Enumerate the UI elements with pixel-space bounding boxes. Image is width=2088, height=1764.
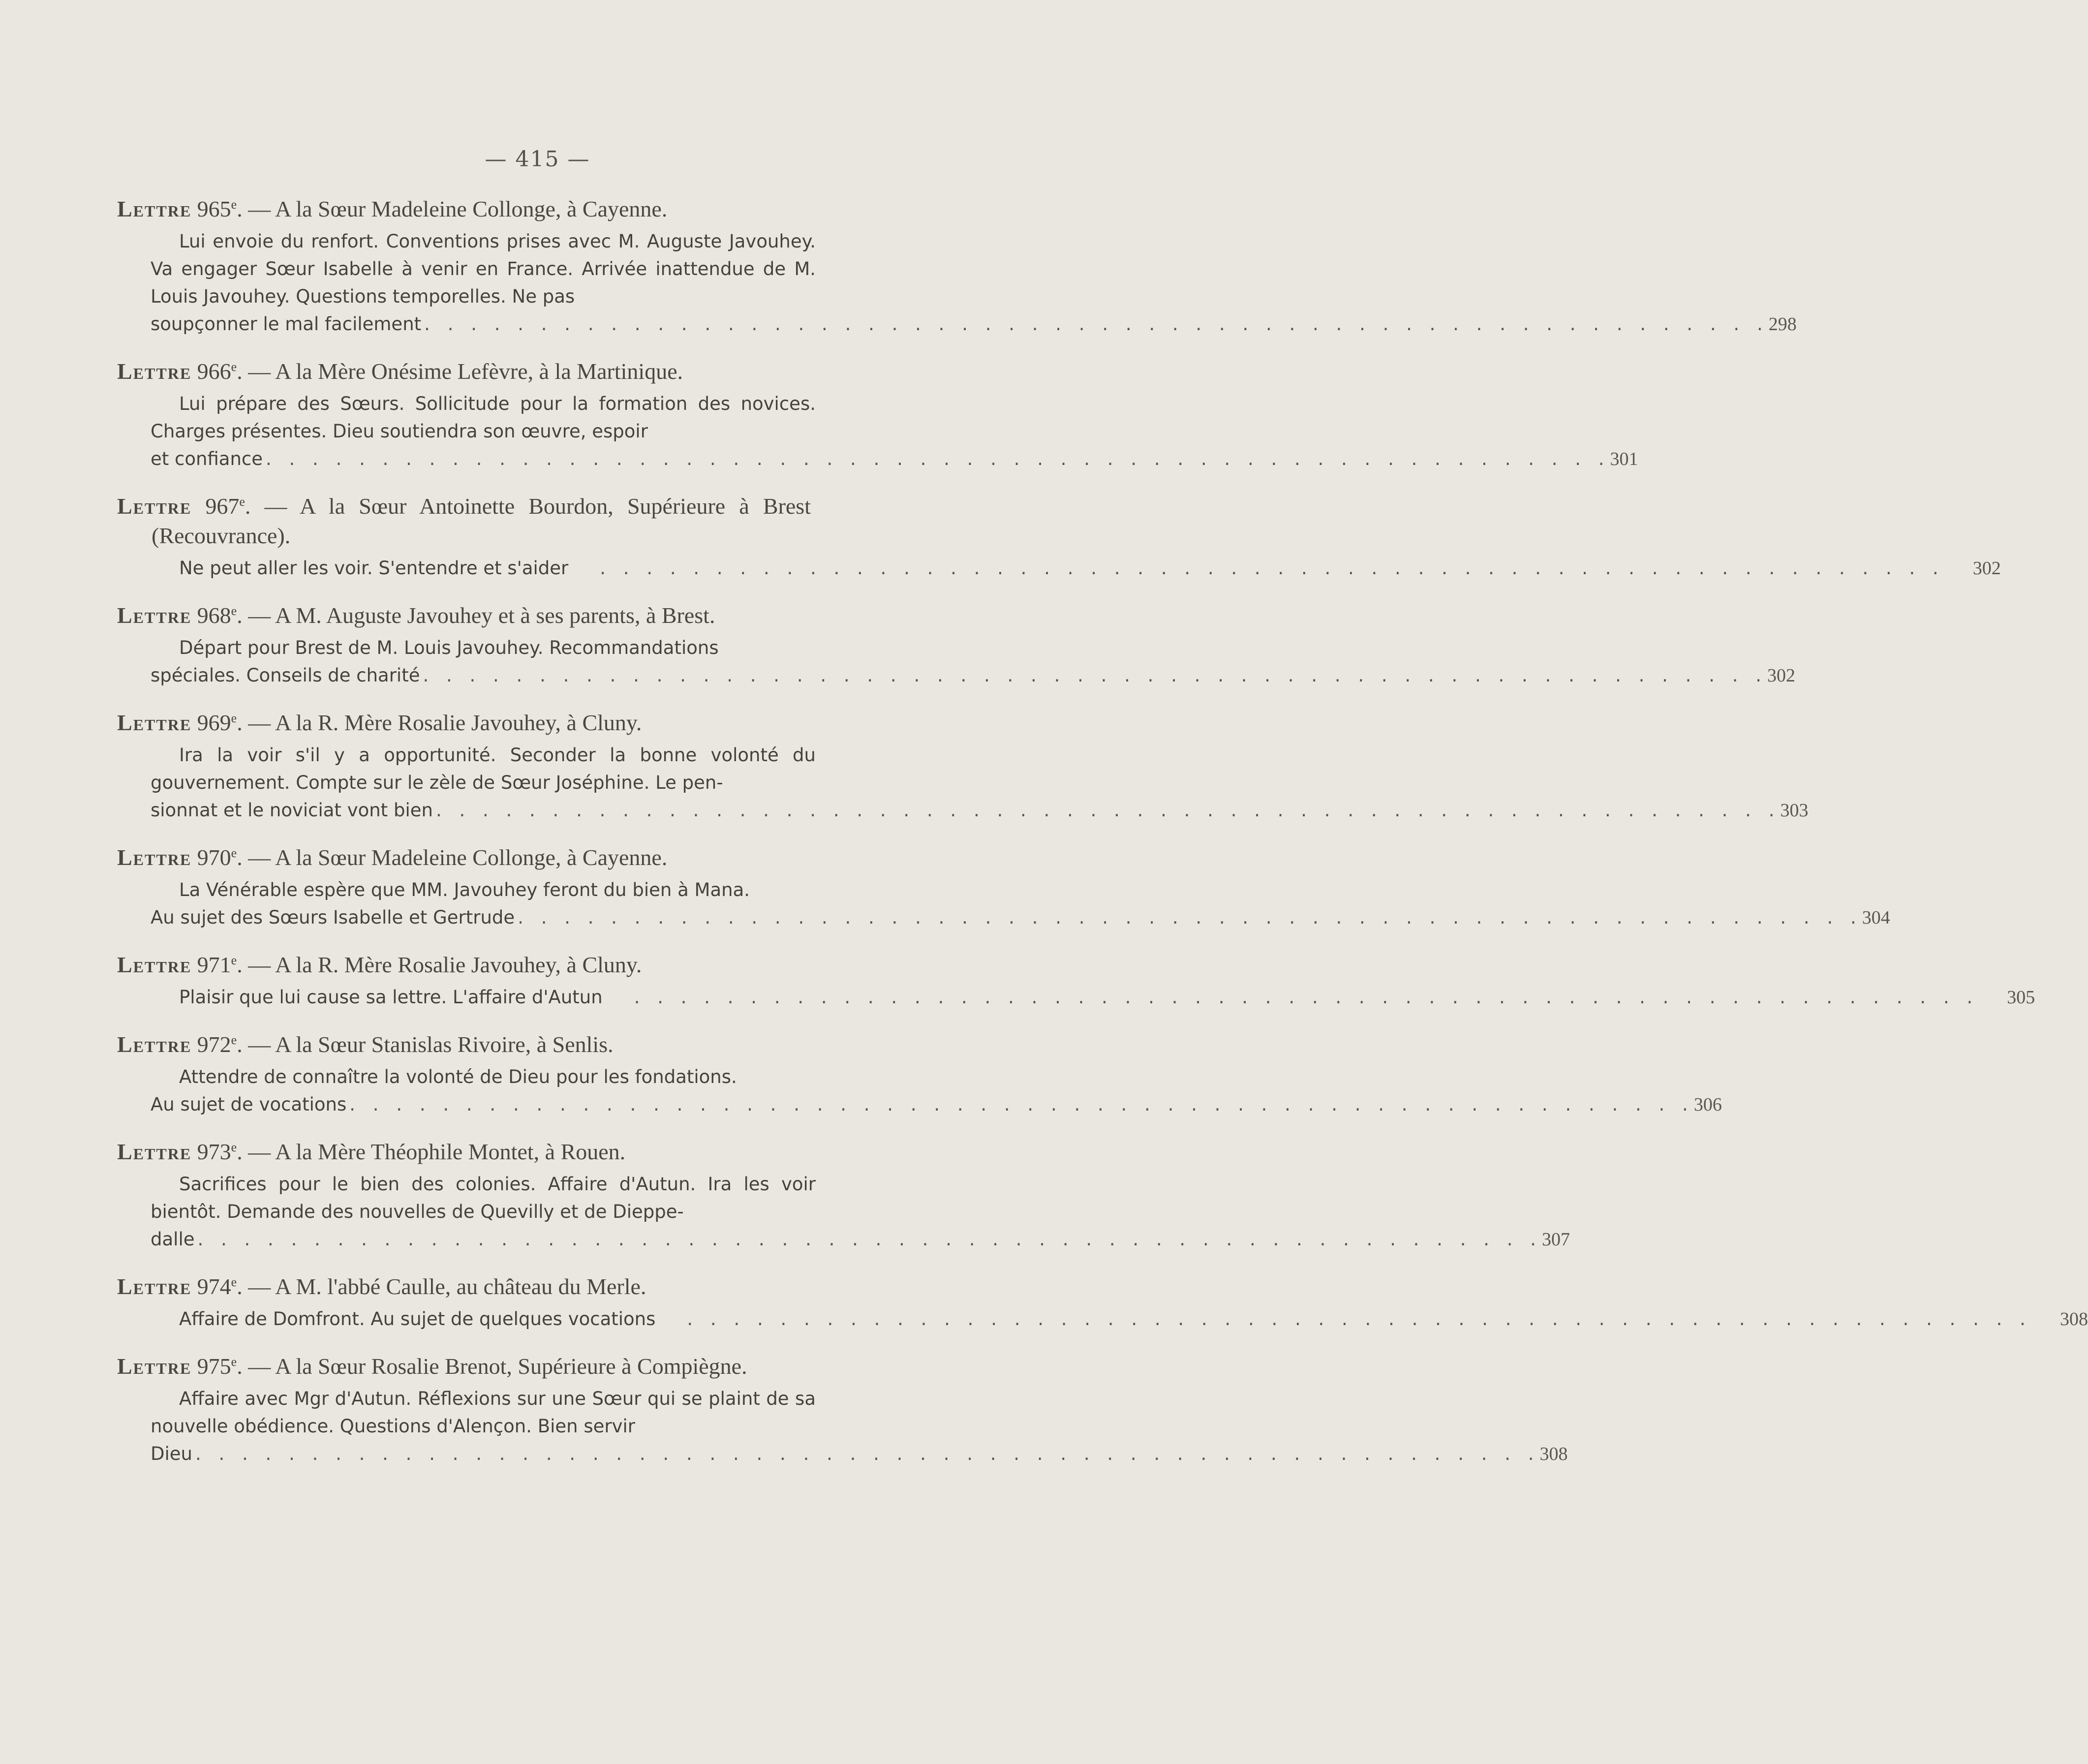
letter-heading bbox=[117, 194, 880, 224]
letter-number-suffix: e bbox=[231, 711, 237, 725]
letter-number-suffix: e bbox=[239, 495, 245, 509]
summary-leader-line bbox=[151, 1091, 1722, 1118]
letter-number: 973 bbox=[197, 1139, 231, 1164]
letter-recipient: . — A la Sœur Stanislas Rivoire, à Senlis. bbox=[237, 1032, 614, 1057]
summary-leader-line bbox=[151, 1226, 1570, 1253]
letter-number: 966 bbox=[197, 359, 231, 384]
summary-last-line: et confiance bbox=[151, 448, 263, 469]
letter-number: 965 bbox=[197, 196, 231, 221]
page-reference: 304 bbox=[1862, 907, 1890, 928]
letter-label: Lettre bbox=[117, 494, 192, 519]
letter-number-suffix: e bbox=[231, 1140, 237, 1154]
summary-last-line: sionnat et le noviciat vont bien bbox=[151, 800, 433, 821]
dot-leader: . . . . . . . . . . . . . . . . . . . . . . . . . . . . . . . . . . . . . . . . . . . . . . . . . . . . . . . . . . bbox=[600, 557, 1944, 579]
page-reference: 306 bbox=[1693, 1094, 1722, 1115]
letter-number: 967 bbox=[205, 494, 240, 519]
page-reference: 302 bbox=[1972, 558, 2001, 579]
letter-entry bbox=[117, 194, 1797, 338]
page-number: — 415 — bbox=[485, 147, 590, 172]
page-reference: 302 bbox=[1767, 665, 1796, 686]
letter-number-suffix: e bbox=[231, 1275, 237, 1289]
letter-label: Lettre bbox=[117, 1032, 192, 1057]
letter-number: 968 bbox=[197, 603, 231, 628]
letter-label: Lettre bbox=[117, 1274, 192, 1299]
page-reference: 303 bbox=[1780, 800, 1809, 821]
dot-leader: . . . . . . . . . . . . . . . . . . . . . . . . . . . . . . . . . . . . . . . . . . . . . . . . . . . . . . . . . . bbox=[687, 1308, 2031, 1330]
letter-number: 972 bbox=[197, 1032, 231, 1057]
summary-leader-line bbox=[151, 445, 1638, 473]
letter-entry bbox=[117, 1137, 1570, 1253]
letter-label: Lettre bbox=[117, 359, 192, 384]
dot-leader: . . . . . . . . . . . . . . . . . . . . . . . . . . . . . . . . . . . . . . . . . . . . . . . . . . . . . . . . . . bbox=[435, 800, 1781, 821]
page-reference: 305 bbox=[2007, 987, 2035, 1008]
dot-leader: . . . . . . . . . . . . . . . . . . . . . . . . . . . . . . . . . . . . . . . . . . . . . . . . . . . . . . . . . . bbox=[424, 313, 1769, 335]
letter-recipient: . — A la R. Mère Rosalie Javouhey, à Cluny. bbox=[237, 952, 642, 977]
summary-last-line: Au sujet de vocations bbox=[151, 1094, 347, 1115]
summary-leader-line bbox=[151, 1440, 1568, 1468]
letter-recipient: . — A la Sœur Madeleine Collonge, à Cayenne. bbox=[237, 845, 668, 870]
dot-leader: . . . . . . . . . . . . . . . . . . . . . . . . . . . . . . . . . . . . . . . . . . . . . . . . . . . . . . . . . . bbox=[266, 448, 1610, 469]
letter-recipient: . — A la Sœur Rosalie Brenot, Supérieure à Compiègne. bbox=[237, 1354, 747, 1379]
letter-entry bbox=[117, 1272, 2088, 1333]
summary-last-line: Affaire de Domfront. Au sujet de quelques vocations bbox=[179, 1308, 656, 1330]
letter-heading bbox=[117, 492, 880, 551]
summary-text: La Vénérable espère que MM. Javouhey feront du bien à Mana. bbox=[179, 879, 750, 900]
page-reference: 298 bbox=[1768, 314, 1797, 335]
summary-text: Lui prépare des Sœurs. Sollicitude pour la formation des novices. Charges présentes. Dieu soutiendra son œuvre, espoir bbox=[151, 393, 816, 442]
dot-leader: . . . . . . . . . . . . . . . . . . . . . . . . . . . . . . . . . . . . . . . . . . . . . . . . . . . . . . . . . . bbox=[195, 1443, 1540, 1464]
letter-heading bbox=[117, 357, 880, 386]
letter-number-suffix: e bbox=[231, 846, 237, 860]
letter-heading bbox=[117, 1030, 880, 1059]
letter-label: Lettre bbox=[117, 1139, 192, 1164]
letter-number-suffix: e bbox=[231, 953, 237, 967]
letter-recipient: . — A la Mère Théophile Montet, à Rouen. bbox=[237, 1139, 626, 1164]
letter-label: Lettre bbox=[117, 1354, 192, 1379]
letter-recipient: . — A la R. Mère Rosalie Javouhey, à Cluny. bbox=[237, 710, 642, 735]
summary-text: Lui envoie du renfort. Conventions prises avec M. Auguste Javouhey. Va engager Sœur Isabelle à venir en France. Arrivée inattendue de M. Louis Javouhey. Questions temporelles. Ne pas bbox=[151, 231, 816, 307]
summary-last-line: dalle bbox=[151, 1229, 195, 1250]
page-reference: 308 bbox=[1539, 1444, 1568, 1464]
letter-entry bbox=[117, 1352, 1568, 1468]
letter-entry bbox=[117, 950, 2035, 1011]
letter-number: 971 bbox=[197, 952, 231, 977]
letter-number: 969 bbox=[197, 710, 231, 735]
letter-label: Lettre bbox=[117, 952, 192, 977]
letter-recipient: . — A la Sœur Antoinette Bourdon, Supérieure à Brest (Recouvrance). bbox=[152, 494, 811, 548]
page-reference: 308 bbox=[2059, 1309, 2088, 1330]
letter-label: Lettre bbox=[117, 603, 192, 628]
letter-entry bbox=[117, 1030, 1722, 1118]
letter-heading bbox=[117, 1272, 880, 1301]
summary-leader-line bbox=[151, 984, 2035, 1011]
letter-entry bbox=[117, 708, 1809, 824]
letter-number-suffix: e bbox=[231, 1355, 237, 1369]
letter-label: Lettre bbox=[117, 196, 192, 221]
letters-index bbox=[117, 194, 2088, 1486]
summary-leader-line bbox=[151, 904, 1890, 931]
letter-summary bbox=[117, 876, 1890, 931]
letter-heading bbox=[117, 708, 880, 738]
summary-text: Ira la voir s'il y a opportunité. Seconder la bonne volonté du gouvernement. Compte sur le zèle de Sœur Joséphine. Le pen- bbox=[151, 744, 816, 793]
letter-entry bbox=[117, 492, 2001, 582]
letter-heading bbox=[117, 1137, 880, 1167]
letter-summary bbox=[117, 1063, 1722, 1118]
letter-number: 975 bbox=[197, 1354, 231, 1379]
letter-heading bbox=[117, 1352, 880, 1381]
letter-entry bbox=[117, 357, 1638, 473]
letter-number-suffix: e bbox=[231, 604, 237, 618]
letter-number: 970 bbox=[197, 845, 231, 870]
dot-leader: . . . . . . . . . . . . . . . . . . . . . . . . . . . . . . . . . . . . . . . . . . . . . . . . . . . . . . . . . . bbox=[423, 665, 1768, 686]
summary-leader-line bbox=[151, 310, 1797, 338]
letter-number: 974 bbox=[197, 1274, 231, 1299]
letter-number-suffix: e bbox=[231, 360, 237, 374]
summary-last-line: Dieu bbox=[151, 1443, 192, 1464]
letter-number-suffix: e bbox=[231, 1033, 237, 1047]
letter-summary bbox=[117, 390, 1638, 473]
summary-last-line: Ne peut aller les voir. S'entendre et s'aider bbox=[179, 557, 569, 579]
letter-heading bbox=[117, 843, 880, 872]
summary-leader-line bbox=[151, 797, 1809, 824]
summary-last-line: soupçonner le mal facilement bbox=[151, 313, 422, 335]
summary-leader-line bbox=[151, 555, 2001, 582]
letter-number-suffix: e bbox=[231, 197, 237, 212]
letter-heading bbox=[117, 950, 880, 980]
dot-leader: . . . . . . . . . . . . . . . . . . . . . . . . . . . . . . . . . . . . . . . . . . . . . . . . . . . . . . . . . . bbox=[518, 907, 1862, 928]
letter-summary bbox=[117, 1385, 1568, 1468]
letter-summary bbox=[117, 1171, 1570, 1253]
dot-leader: . . . . . . . . . . . . . . . . . . . . . . . . . . . . . . . . . . . . . . . . . . . . . . . . . . . . . . . . . . bbox=[634, 987, 1979, 1008]
dot-leader: . . . . . . . . . . . . . . . . . . . . . . . . . . . . . . . . . . . . . . . . . . . . . . . . . . . . . . . . . . bbox=[197, 1229, 1542, 1250]
summary-text: Sacrifices pour le bien des colonies. Affaire d'Autun. Ira les voir bientôt. Demande des nouvelles de Quevilly et de Dieppe- bbox=[151, 1174, 816, 1222]
letter-summary bbox=[117, 634, 1796, 689]
page-reference: 301 bbox=[1610, 449, 1638, 469]
page-reference: 307 bbox=[1542, 1229, 1570, 1250]
dot-leader: . . . . . . . . . . . . . . . . . . . . . . . . . . . . . . . . . . . . . . . . . . . . . . . . . . . . . . . . . . bbox=[349, 1094, 1694, 1115]
summary-last-line: Plaisir que lui cause sa lettre. L'affaire d'Autun bbox=[179, 987, 603, 1008]
letter-recipient: . — A M. Auguste Javouhey et à ses parents, à Brest. bbox=[237, 603, 715, 628]
letter-recipient: . — A la Sœur Madeleine Collonge, à Cayenne. bbox=[237, 196, 668, 221]
summary-text: Attendre de connaître la volonté de Dieu pour les fondations. bbox=[179, 1066, 737, 1087]
summary-last-line: Au sujet des Sœurs Isabelle et Gertrude bbox=[151, 907, 515, 928]
letter-label: Lettre bbox=[117, 845, 192, 870]
letter-summary bbox=[117, 742, 1809, 824]
letter-label: Lettre bbox=[117, 710, 192, 735]
letter-entry bbox=[117, 843, 1890, 931]
summary-leader-line bbox=[151, 662, 1796, 689]
letter-recipient: . — A M. l'abbé Caulle, au château du Merle. bbox=[237, 1274, 646, 1299]
letter-summary bbox=[117, 555, 2001, 582]
summary-text: Affaire avec Mgr d'Autun. Réflexions sur une Sœur qui se plaint de sa nouvelle obédience. Questions d'Alençon. Bien servir bbox=[151, 1388, 816, 1437]
letter-entry bbox=[117, 601, 1796, 689]
summary-leader-line bbox=[151, 1305, 2088, 1333]
letter-summary bbox=[117, 1305, 2088, 1333]
letter-heading bbox=[117, 601, 880, 630]
summary-last-line: spéciales. Conseils de charité bbox=[151, 665, 420, 686]
summary-text: Départ pour Brest de M. Louis Javouhey. Recommandations bbox=[179, 637, 719, 658]
letter-summary bbox=[117, 228, 1797, 338]
letter-recipient: . — A la Mère Onésime Lefèvre, à la Martinique. bbox=[237, 359, 683, 384]
letter-summary bbox=[117, 984, 2035, 1011]
